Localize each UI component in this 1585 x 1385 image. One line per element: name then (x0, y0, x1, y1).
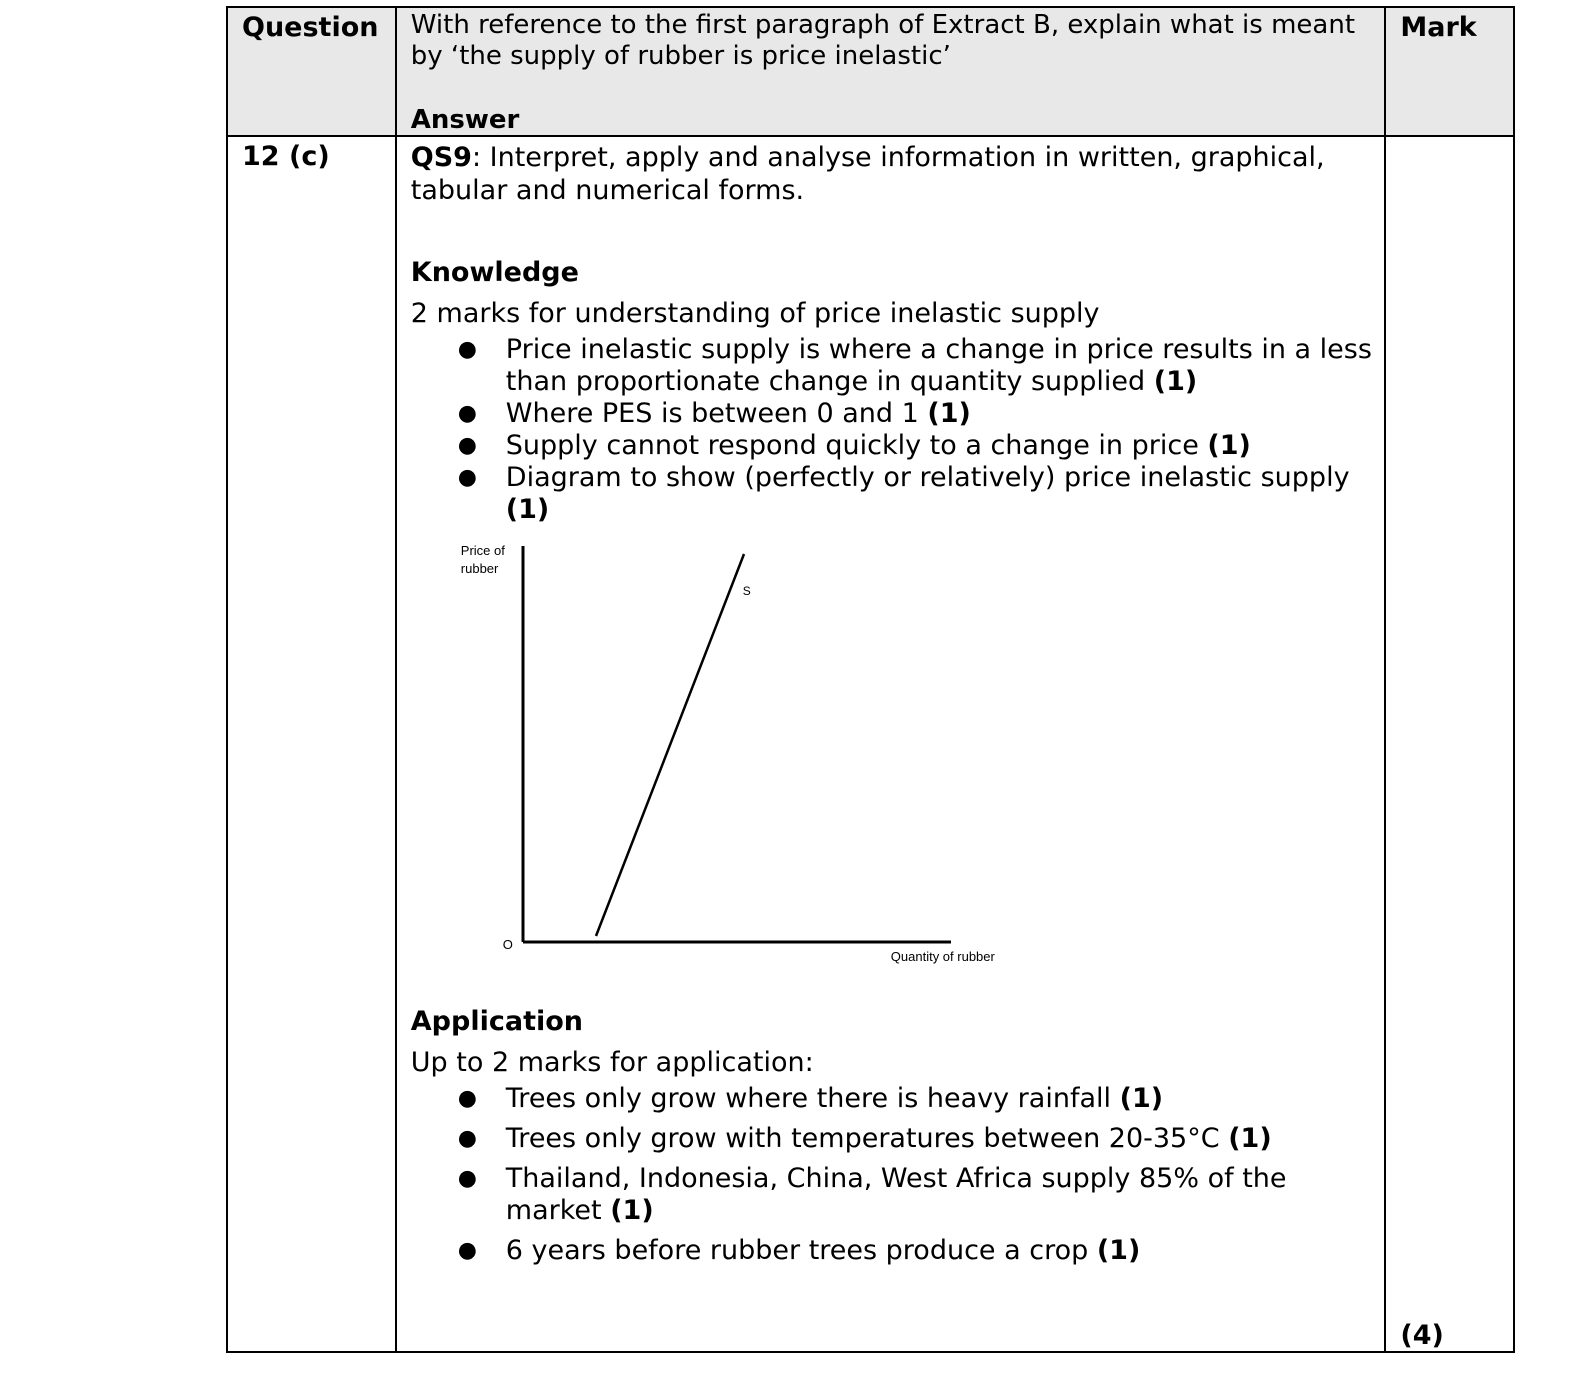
list-item: ● Trees only grow where there is heavy rainfall (1) (457, 1083, 1164, 1114)
header-row (227, 7, 1514, 136)
list-item: ● Trees only grow with temperatures between 20-35°C (1) (457, 1123, 1272, 1154)
mark-header-cell (1385, 7, 1514, 136)
application-list (411, 1083, 1373, 1267)
knowledge-title: Knowledge (410, 257, 579, 288)
supply-diagram-svg (411, 532, 1011, 972)
question-number-cell (227, 136, 396, 1352)
list-item: ● 6 years before rubber trees produce a crop (1) (457, 1235, 1141, 1266)
bullet-icon: ● (457, 1126, 477, 1151)
origin-label: O (502, 937, 513, 952)
list-item: ● Where PES is between 0 and 1 (1) (457, 398, 971, 429)
application-intro: Up to 2 marks for application: (410, 1047, 814, 1078)
supply-curve-label: S (742, 584, 751, 598)
knowledge-list (411, 334, 1373, 526)
x-axis-label: Quantity of rubber (890, 949, 995, 964)
application-title: Application (410, 1006, 583, 1037)
bullet-icon: ● (457, 465, 477, 490)
supply-diagram (411, 532, 1011, 972)
knowledge-intro: 2 marks for understanding of price inelastic supply (410, 298, 1100, 329)
list-item: ● Price inelastic supply is where a change in price results in a less than proportionate change in quantity supplied (1) (457, 334, 1372, 397)
answer-header: Answer (410, 105, 520, 135)
answer-row (227, 136, 1514, 1352)
mark-header: Mark (1400, 12, 1477, 43)
y-axis-label-line2: rubber (460, 561, 499, 576)
question-header: Question (242, 12, 379, 43)
question-header-cell (227, 7, 396, 136)
supply-curve (596, 554, 744, 936)
skill-statement (411, 141, 1373, 207)
mark-scheme-table (226, 6, 1515, 1353)
question-text: With reference to the first paragraph of Extract B, explain what is meant by ‘the supply of rubber is price inelastic’ (410, 10, 1356, 71)
bullet-icon: ● (457, 1166, 477, 1191)
list-item: ● Supply cannot respond quickly to a change in price (1) (457, 430, 1251, 461)
skill-code: QS9 (410, 142, 472, 173)
y-axis-label-line1: Price of (460, 543, 505, 558)
bullet-icon: ● (457, 401, 477, 426)
skill-text: : Interpret, apply and analyse information in written, graphical, tabular and numerical forms. (410, 142, 1325, 206)
question-number: 12 (c) (242, 141, 330, 172)
question-text-cell (396, 7, 1386, 136)
bullet-icon: ● (457, 1086, 477, 1111)
total-mark: (4) (1400, 1320, 1444, 1351)
list-item: ● Thailand, Indonesia, China, West Africa supply 85% of the market (1) (457, 1163, 1287, 1226)
bullet-icon: ● (457, 433, 477, 458)
bullet-icon: ● (457, 1238, 477, 1263)
answer-cell (396, 136, 1386, 1352)
bullet-icon: ● (457, 337, 477, 362)
list-item: ● Diagram to show (perfectly or relatively) price inelastic supply (1) (457, 462, 1350, 525)
mark-cell (1385, 136, 1514, 1352)
